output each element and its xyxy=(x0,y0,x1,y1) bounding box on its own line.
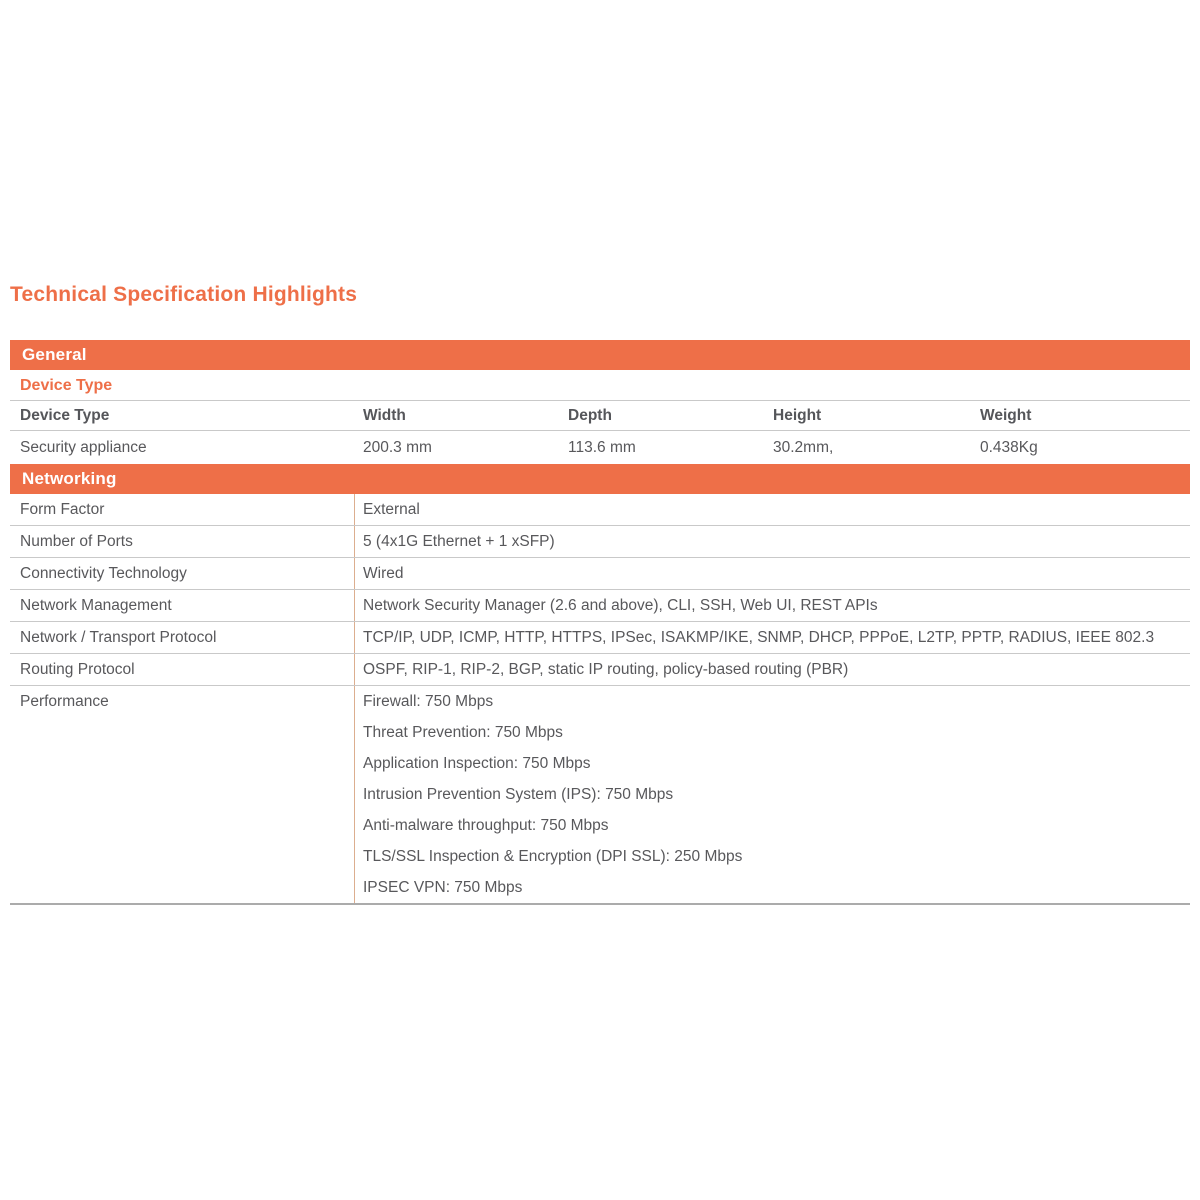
row-value: Wired xyxy=(363,565,404,582)
depth-value: 113.6 mm xyxy=(568,438,636,456)
row-value: External xyxy=(363,501,420,518)
height-value: 30.2mm, xyxy=(773,438,834,456)
table-row-network-management xyxy=(10,590,1190,622)
row-label: Number of Ports xyxy=(10,526,355,557)
table-row-number-of-ports xyxy=(10,526,1190,558)
row-label: Connectivity Technology xyxy=(10,558,355,589)
performance-threat-prevention: Threat Prevention: 750 Mbps xyxy=(363,724,563,741)
table-row-performance xyxy=(10,686,1190,903)
width-value: 200.3 mm xyxy=(363,438,432,456)
spec-table xyxy=(10,340,1190,905)
dimensions-data-row xyxy=(10,431,1190,464)
column-header-depth: Depth xyxy=(568,406,612,424)
column-header-weight: Weight xyxy=(980,406,1032,424)
performance-tls-ssl: TLS/SSL Inspection & Encryption (DPI SSL): 250 Mbps xyxy=(363,848,743,865)
performance-ips: Intrusion Prevention System (IPS): 750 Mbps xyxy=(363,786,674,803)
table-row-form-factor xyxy=(10,494,1190,526)
column-header-width: Width xyxy=(363,406,406,424)
dimensions-table xyxy=(10,401,1190,464)
row-value: OSPF, RIP-1, RIP-2, BGP, static IP routing, policy-based routing (PBR) xyxy=(363,661,849,678)
table-row-routing-protocol xyxy=(10,654,1190,686)
row-label: Performance xyxy=(10,686,355,903)
dimensions-header-row xyxy=(10,401,1190,431)
row-label: Network Management xyxy=(10,590,355,621)
device-type-value: Security appliance xyxy=(20,438,147,456)
column-header-height: Height xyxy=(773,406,822,424)
row-value: TCP/IP, UDP, ICMP, HTTP, HTTPS, IPSec, ISAKMP/IKE, SNMP, DHCP, PPPoE, L2TP, PPTP, RADIUS, IEEE 802.3 xyxy=(363,629,1155,646)
weight-value: 0.438Kg xyxy=(980,438,1038,456)
page-title: Technical Specification Highlights xyxy=(10,283,358,306)
performance-application-inspection: Application Inspection: 750 Mbps xyxy=(363,755,591,772)
performance-anti-malware: Anti-malware throughput: 750 Mbps xyxy=(363,817,609,834)
networking-table xyxy=(10,494,1190,905)
table-row-connectivity-technology xyxy=(10,558,1190,590)
section-header-networking: Networking xyxy=(10,464,1190,494)
table-row-network-transport-protocol xyxy=(10,622,1190,654)
performance-firewall: Firewall: 750 Mbps xyxy=(363,693,494,710)
row-value: Network Security Manager (2.6 and above), CLI, SSH, Web UI, REST APIs xyxy=(363,597,878,614)
row-value: 5 (4x1G Ethernet + 1 xSFP) xyxy=(363,533,555,550)
row-label: Network / Transport Protocol xyxy=(10,622,355,653)
subsection-header-device-type: Device Type xyxy=(10,370,1190,401)
column-header-device-type: Device Type xyxy=(20,406,110,424)
row-label: Form Factor xyxy=(10,494,355,525)
row-label: Routing Protocol xyxy=(10,654,355,685)
performance-ipsec-vpn: IPSEC VPN: 750 Mbps xyxy=(363,879,523,896)
section-header-general: General xyxy=(10,340,1190,370)
